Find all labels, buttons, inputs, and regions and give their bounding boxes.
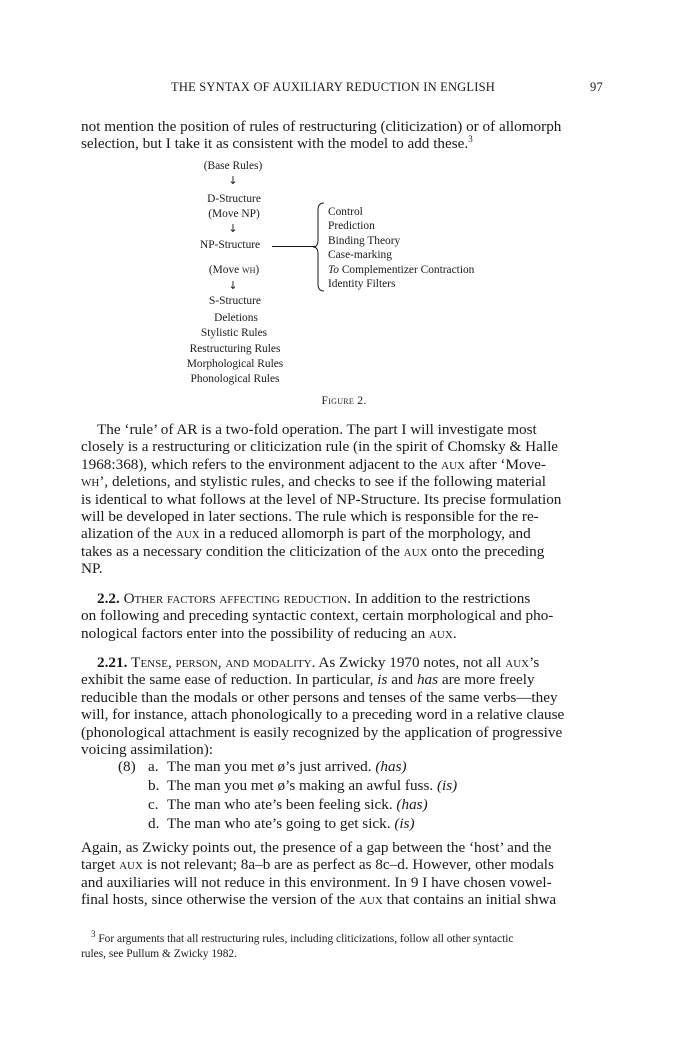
example-a-letter: a. bbox=[148, 758, 159, 775]
example-label: (8) bbox=[118, 758, 136, 775]
text-line bbox=[81, 525, 607, 542]
aux-term: aux bbox=[175, 525, 200, 543]
aux-term: aux bbox=[403, 542, 428, 560]
fig-stylistic-rules: Stylistic Rules bbox=[200, 327, 268, 339]
section-title: Other factors affecting reduction. bbox=[123, 590, 352, 607]
text-line bbox=[81, 456, 607, 473]
example-c-letter: c. bbox=[148, 796, 159, 813]
fig-brace bbox=[312, 202, 326, 292]
text-span: alization of the bbox=[81, 525, 176, 543]
intro-line-1: not mention the position of rules of restructuring (cliticization) or of allomorph bbox=[81, 118, 562, 135]
text-span: takes as a necessary condition the cliticization of the bbox=[81, 542, 404, 560]
fig-move-np: (Move NP) bbox=[208, 208, 260, 220]
figure-2 bbox=[0, 0, 688, 420]
italic-term: has bbox=[416, 671, 439, 689]
paragraph-ar-rule bbox=[81, 421, 607, 578]
section-number: 2.21. bbox=[97, 654, 128, 671]
text-span: are more freely bbox=[438, 671, 535, 689]
fig-deletions: Deletions bbox=[214, 312, 258, 324]
fig-move-wh-close: ) bbox=[255, 264, 260, 276]
text-line bbox=[81, 671, 607, 688]
text-line: The ‘rule’ of AR is a two-fold operation. The part I will investigate most bbox=[97, 421, 537, 438]
example-text: The man you met ø’s just arrived. bbox=[167, 758, 376, 775]
aux-term: aux bbox=[428, 624, 453, 642]
text-line: voicing assimilation): bbox=[81, 741, 214, 759]
text-line: will, for instance, attach phonologically to a preceding word in a relative clause bbox=[81, 706, 565, 724]
figure-caption: Figure 2. bbox=[321, 395, 367, 407]
fig-np-structure: NP-Structure bbox=[200, 239, 261, 251]
italic-term: is bbox=[377, 671, 388, 689]
text-span: final hosts, since otherwise the version of the bbox=[81, 891, 359, 909]
text-line bbox=[81, 473, 607, 490]
text-line bbox=[81, 891, 607, 908]
fig-move-wh bbox=[209, 264, 259, 276]
text-span: . bbox=[452, 624, 457, 642]
fig-connector-line bbox=[272, 246, 316, 247]
fig-control: Control bbox=[328, 206, 363, 218]
fig-case-marking: Case-marking bbox=[328, 249, 392, 261]
text-line: closely is a restructuring or cliticization rule (in the spirit of Chomsky & Halle bbox=[81, 438, 559, 456]
section-number: 2.2. bbox=[97, 590, 120, 607]
footnote-text: For arguments that all restructuring rules, including cliticizations, follow all other syntactic bbox=[95, 933, 514, 945]
fig-to-rest: Complementizer Contraction bbox=[338, 264, 475, 276]
footnote-ref-3: 3 bbox=[468, 134, 473, 145]
text-span: ’s bbox=[529, 654, 540, 671]
text-span: after ‘Move- bbox=[465, 455, 546, 473]
text-line: is identical to what follows at the level of NP-Structure. Its precise formulation bbox=[81, 490, 562, 508]
text-line: and auxiliaries will not reduce in this environment. In 9 I have chosen vowel- bbox=[81, 873, 552, 891]
text-span: and bbox=[387, 671, 417, 689]
fig-morphological-rules: Morphological Rules bbox=[186, 358, 284, 370]
example-b bbox=[167, 777, 457, 795]
section-title: Tense, person, and modality. bbox=[131, 654, 316, 671]
footnote-line-1 bbox=[81, 929, 607, 947]
fig-restructuring-rules: Restructuring Rules bbox=[189, 343, 281, 355]
aux-term: aux bbox=[119, 856, 143, 874]
example-text: The man who ate’s going to get sick. bbox=[167, 815, 395, 832]
down-arrow-icon: ↓ bbox=[228, 222, 238, 235]
aux-term: aux bbox=[441, 455, 466, 473]
text-line: (phonological attachment is easily recognized by the application of progressive bbox=[81, 723, 563, 741]
footnote-line-2: rules, see Pullum & Zwicky 1982. bbox=[81, 947, 237, 960]
fig-s-structure: S-Structure bbox=[209, 295, 261, 307]
text-span: In addition to the restrictions bbox=[351, 590, 531, 607]
text-span: that contains an initial shwa bbox=[382, 891, 557, 909]
text-line: on following and preceding syntactic context, certain morphological and pho- bbox=[81, 607, 554, 625]
text-line: NP. bbox=[81, 560, 103, 578]
example-a bbox=[167, 758, 407, 776]
text-span: in a reduced allomorph is part of the morphology, and bbox=[199, 525, 531, 543]
text-span: As Zwicky 1970 notes, not all bbox=[315, 654, 506, 671]
text-span: ’, deletions, and stylistic rules, and checks to see if the following material bbox=[99, 473, 546, 491]
example-gloss: (is) bbox=[436, 777, 458, 794]
text-span: onto the preceding bbox=[427, 542, 545, 560]
page-number: 97 bbox=[590, 80, 603, 94]
text-span: exhibit the same ease of reduction. In particular, bbox=[81, 671, 378, 689]
text-span: 1968:368), which refers to the environment adjacent to the bbox=[81, 455, 442, 473]
section-2-21 bbox=[81, 654, 607, 758]
section-2-2 bbox=[81, 590, 607, 642]
down-arrow-icon: ↓ bbox=[228, 279, 238, 292]
text-span: is not relevant; 8a–b are as perfect as 8c–d. However, other modals bbox=[142, 856, 554, 874]
text-line bbox=[81, 543, 607, 560]
text-line bbox=[81, 625, 607, 642]
intro-line-2-text: selection, but I take it as consistent with the model to add these. bbox=[81, 135, 469, 153]
fig-identity-filters: Identity Filters bbox=[328, 278, 396, 290]
example-b-letter: b. bbox=[148, 777, 160, 794]
down-arrow-icon: ↓ bbox=[228, 174, 238, 187]
example-c bbox=[167, 796, 428, 814]
example-d bbox=[167, 815, 415, 833]
fig-phonological-rules: Phonological Rules bbox=[190, 373, 280, 385]
wh-term: wh bbox=[81, 473, 100, 491]
text-line: will be developed in later sections. The rule which is responsible for the re- bbox=[81, 508, 539, 526]
fig-base-rules: (Base Rules) bbox=[203, 160, 263, 172]
paragraph-again bbox=[81, 839, 607, 909]
example-text: The man you met ø’s making an awful fuss. bbox=[167, 777, 437, 794]
example-gloss: (is) bbox=[394, 815, 415, 832]
fig-to-contraction bbox=[328, 264, 474, 276]
running-head-title: THE SYNTAX OF AUXILIARY REDUCTION IN ENGLISH bbox=[171, 80, 495, 94]
fig-to-italic: To bbox=[328, 264, 339, 276]
example-gloss: (has) bbox=[375, 758, 407, 775]
text-line: Again, as Zwicky points out, the presence of a gap between the ‘host’ and the bbox=[81, 839, 552, 856]
fig-prediction: Prediction bbox=[328, 220, 375, 232]
fig-binding-theory: Binding Theory bbox=[328, 235, 401, 247]
text-line: reducible than the modals or other persons and tenses of the same verbs—they bbox=[81, 688, 558, 706]
fig-move-wh-open: (Move bbox=[208, 264, 243, 276]
section-2-21-heading-line bbox=[81, 654, 607, 671]
example-text: The man who ate’s been feeling sick. bbox=[167, 796, 397, 813]
section-2-2-heading-line bbox=[81, 590, 607, 607]
fig-d-structure: D-Structure bbox=[207, 193, 261, 205]
example-gloss: (has) bbox=[396, 796, 428, 813]
footnote-3 bbox=[81, 929, 607, 961]
text-line bbox=[81, 856, 607, 873]
text-span: nological factors enter into the possibility of reducing an bbox=[81, 624, 429, 642]
aux-term: aux bbox=[505, 654, 530, 671]
fig-move-wh-sc: wh bbox=[242, 264, 256, 276]
example-d-letter: d. bbox=[148, 815, 160, 832]
footnote-mark: 3 bbox=[91, 929, 96, 940]
text-span: target bbox=[81, 856, 120, 874]
aux-term: aux bbox=[358, 891, 383, 909]
